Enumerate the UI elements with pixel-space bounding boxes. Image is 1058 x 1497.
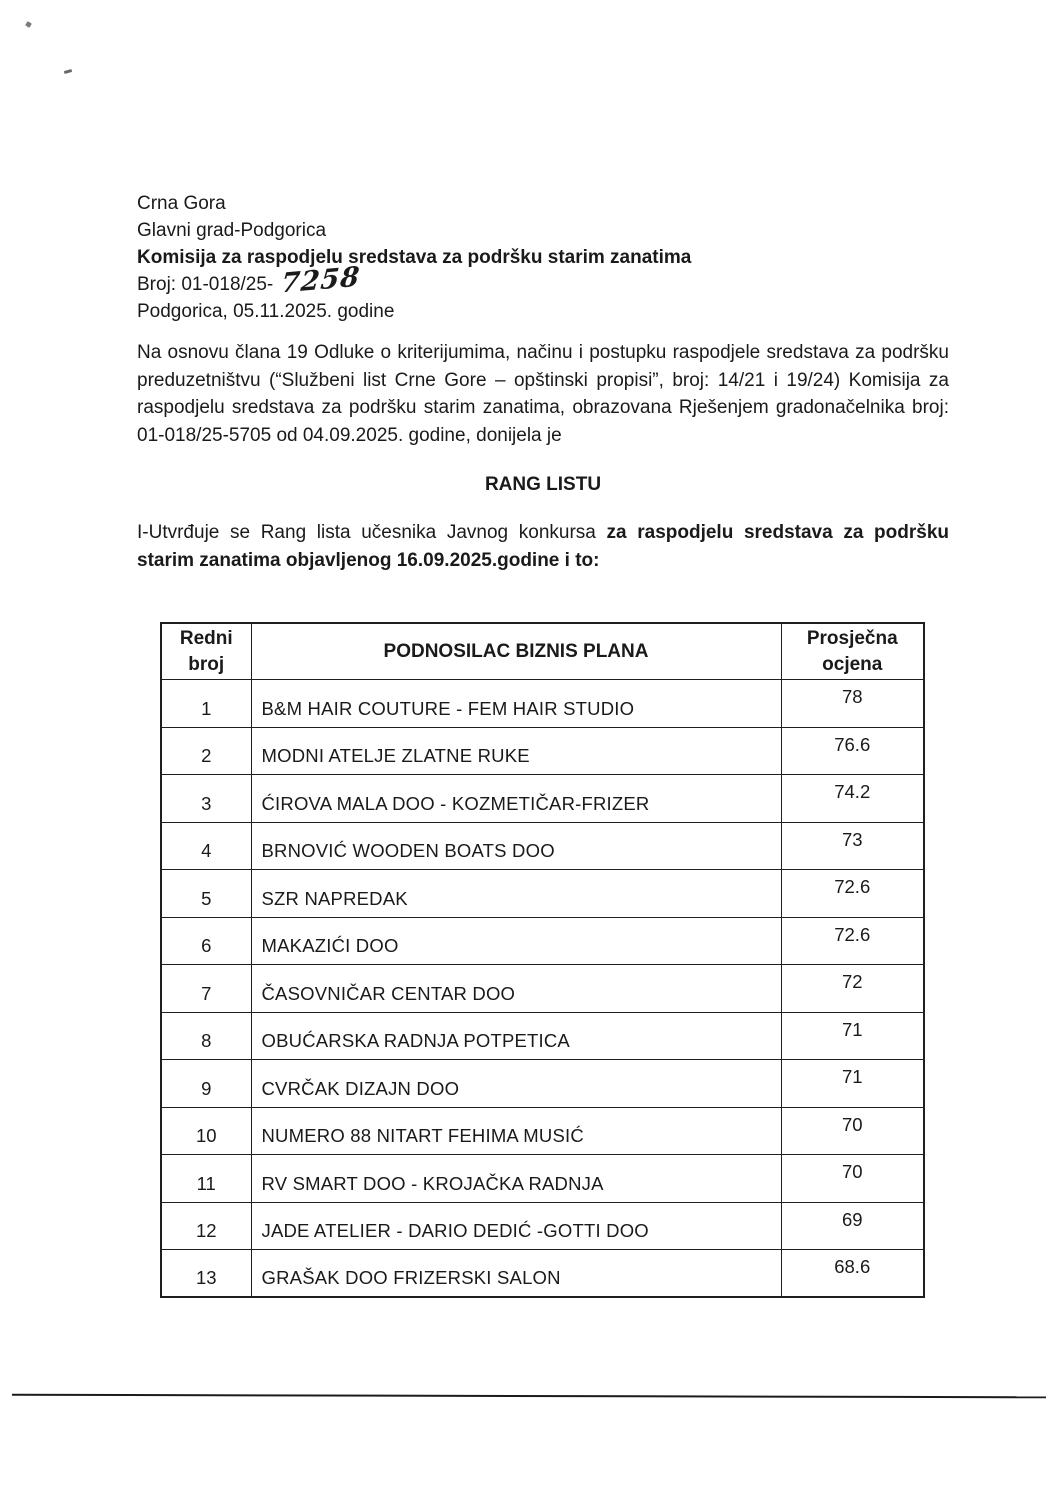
header-city: Glavni grad-Podgorica: [137, 220, 327, 241]
row-podnosilac: MAKAZIĆI DOO: [251, 917, 781, 965]
row-ocjena: 73: [781, 822, 924, 870]
row-redni-broj: 13: [161, 1250, 251, 1298]
row-ocjena: 70: [781, 1155, 924, 1203]
row-podnosilac: B&M HAIR COUTURE - FEM HAIR STUDIO: [251, 680, 781, 728]
row-redni-broj: 3: [161, 775, 251, 823]
row-ocjena: 76.6: [781, 727, 924, 775]
row-ocjena: 74.2: [781, 775, 924, 823]
row-podnosilac: OBUĆARSKA RADNJA POTPETICA: [251, 1012, 781, 1060]
table-row: [161, 1012, 924, 1060]
row-ocjena: 68.6: [781, 1250, 924, 1298]
document-header: [137, 190, 949, 325]
row-redni-broj: 11: [161, 1155, 251, 1203]
table-row: [161, 1155, 924, 1203]
row-redni-broj: 8: [161, 1012, 251, 1060]
row-redni-broj: 9: [161, 1060, 251, 1108]
broj-handwritten-number: 7258: [280, 261, 362, 300]
row-redni-broj: 10: [161, 1107, 251, 1155]
row-redni-broj: 4: [161, 822, 251, 870]
table-row: [161, 775, 924, 823]
row-podnosilac: SZR NAPREDAK: [251, 870, 781, 918]
column-header-redni-broj: Redni broj: [161, 623, 251, 680]
broj-label: Broj: 01-018/25-: [137, 274, 274, 295]
table-row: [161, 680, 924, 728]
column-header-ocjena: Prosječna ocjena: [781, 623, 924, 680]
rang-table-head: [161, 623, 924, 680]
row-ocjena: 71: [781, 1060, 924, 1108]
table-row: [161, 917, 924, 965]
scan-speck: [25, 21, 32, 28]
footer-scan-line: [12, 1394, 1046, 1399]
row-podnosilac: GRAŠAK DOO FRIZERSKI SALON: [251, 1250, 781, 1298]
header-broj-line: [137, 261, 949, 300]
table-row: [161, 965, 924, 1013]
row-redni-broj: 2: [161, 727, 251, 775]
row-ocjena: 70: [781, 1107, 924, 1155]
table-header-row: [161, 623, 924, 680]
row-redni-broj: 7: [161, 965, 251, 1013]
row-podnosilac: NUMERO 88 NITART FEHIMA MUSIĆ: [251, 1107, 781, 1155]
row-redni-broj: 5: [161, 870, 251, 918]
table-row: [161, 870, 924, 918]
column-header-podnosilac: PODNOSILAC BIZNIS PLANA: [251, 623, 781, 680]
scan-speck: [64, 69, 73, 74]
row-podnosilac: MODNI ATELJE ZLATNE RUKE: [251, 727, 781, 775]
row-ocjena: 72: [781, 965, 924, 1013]
table-row: [161, 727, 924, 775]
row-ocjena: 78: [781, 680, 924, 728]
decision-lead: I-Utvrđuje se Rang lista učesnika Javnog konkursa: [137, 522, 607, 543]
table-row: [161, 1250, 924, 1298]
header-country: Crna Gora: [137, 193, 226, 214]
rang-table-body: [161, 680, 924, 1298]
row-podnosilac: ĆIROVA MALA DOO - KOZMETIČAR-FRIZER: [251, 775, 781, 823]
table-row: [161, 1107, 924, 1155]
rang-lista-table: [160, 622, 925, 1298]
document-content: [137, 190, 949, 1298]
row-podnosilac: CVRČAK DIZAJN DOO: [251, 1060, 781, 1108]
row-podnosilac: RV SMART DOO - KROJAČKA RADNJA: [251, 1155, 781, 1203]
row-ocjena: 72.6: [781, 917, 924, 965]
row-ocjena: 72.6: [781, 870, 924, 918]
header-place-date: Podgorica, 05.11.2025. godine: [137, 301, 395, 322]
header-commission: Komisija za raspodjelu sredstava za podršku starim zanatima: [137, 247, 692, 268]
row-redni-broj: 12: [161, 1202, 251, 1250]
decision-paragraph: [137, 519, 949, 575]
row-podnosilac: BRNOVIĆ WOODEN BOATS DOO: [251, 822, 781, 870]
row-ocjena: 71: [781, 1012, 924, 1060]
row-podnosilac: JADE ATELIER - DARIO DEDIĆ -GOTTI DOO: [251, 1202, 781, 1250]
row-ocjena: 69: [781, 1202, 924, 1250]
row-redni-broj: 6: [161, 917, 251, 965]
decision-emphasis: za raspodjelu sredstava za podršku starim zanatima objavljenog 16.09.2025.godine i to:: [137, 522, 949, 571]
document-title: RANG LISTU: [484, 474, 602, 495]
table-row: [161, 1060, 924, 1108]
table-row: [161, 822, 924, 870]
row-podnosilac: ČASOVNIČAR CENTAR DOO: [251, 965, 781, 1013]
row-redni-broj: 1: [161, 680, 251, 728]
intro-paragraph: Na osnovu člana 19 Odluke o kriterijumima, načinu i postupku raspodjele sredstava za podršku preduzetništvu (“Službeni list Crne Gore – opštinski propisi”, broj: 14/21 i 19/24) Komisija za raspodjelu sredstava za podršku starim zanatima, obrazovana Rješenjem gradonačelnika broj: 01-018/25-5705 od 04.09.2025. godine, donijela je: [137, 342, 949, 446]
table-row: [161, 1202, 924, 1250]
